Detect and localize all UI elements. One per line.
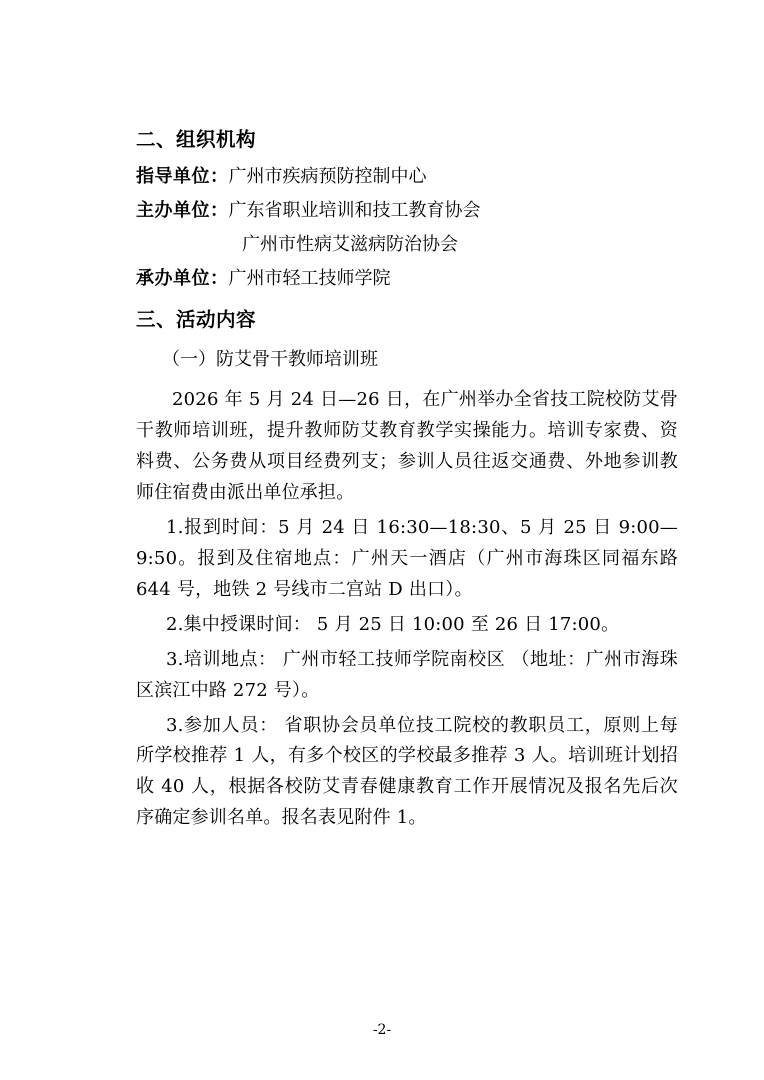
org-line-host-secondary	[136, 233, 678, 255]
paragraph-registration-time: 1.报到时间：5 月 24 日 16:30—18:30、5 月 25 日 9:00—9:50。报到及住宿地点：广州天一酒店（广州市海珠区同福东路 644 号，地铁 2 号线市二宫站 D 出口）。	[136, 516, 678, 600]
paragraph-training-location: 3.培训地点： 广州市轻工技师学院南校区 （地址：广州市海珠区滨江中路 272 号）。	[136, 648, 678, 701]
paragraph-participants: 3.参加人员： 省职协会员单位技工院校的教职员工，原则上每所学校推荐 1 人，有多个校区的学校最多推荐 3 人。培训班计划招收 40 人，根据各校防艾青春健康教育工作开展情况及报名先后次序确定参训名单。报名表见附件 1。	[136, 714, 678, 829]
section-heading-activity: 三、活动内容	[136, 307, 257, 331]
org-value-organizer: 广州市轻工技师学院	[228, 267, 391, 289]
subsection-heading-training-class: （一）防艾骨干教师培训班	[162, 349, 378, 370]
org-line-organizer	[136, 267, 678, 289]
org-label-organizer: 承办单位：	[136, 267, 229, 289]
org-label-host: 主办单位：	[136, 199, 229, 221]
org-line-host	[136, 199, 678, 221]
org-value-host: 广东省职业培训和技工教育协会	[228, 199, 481, 221]
org-label-guidance: 指导单位：	[136, 165, 229, 187]
paragraph-overview: 2026 年 5 月 24 日—26 日，在广州举办全省技工院校防艾骨干教师培训班，提升教师防艾教育教学实操能力。培训专家费、资料费、公务费从项目经费列支；参训人员往返交通费、外地参训教师住宿费由派出单位承担。	[136, 389, 678, 503]
paragraph-lecture-time: 2.集中授课时间： 5 月 25 日 10:00 至 26 日 17:00。	[166, 613, 620, 635]
org-value-host-secondary: 广州市性病艾滋病防治协会	[242, 233, 458, 255]
section-heading-organization: 二、组织机构	[136, 128, 257, 151]
page-number: -2-	[372, 1022, 392, 1038]
org-line-guidance	[136, 165, 678, 187]
org-value-guidance: 广州市疾病预防控制中心	[228, 165, 427, 187]
